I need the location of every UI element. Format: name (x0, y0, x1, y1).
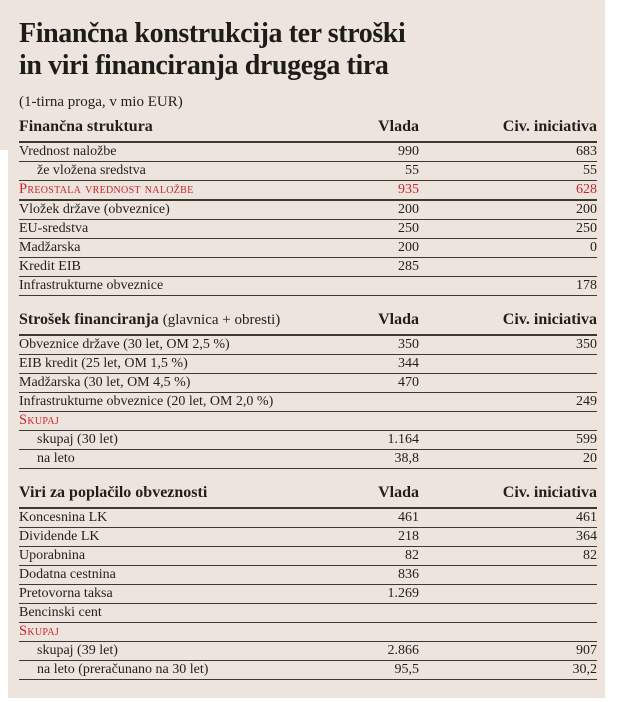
table-row (19, 509, 597, 528)
column-header-civ-iniciativa: Civ. iniciativa (502, 118, 597, 135)
vlada-value: 55 (405, 163, 419, 178)
row-label: Madžarska (19, 240, 81, 255)
table-row (19, 162, 597, 181)
row-label: Preostala vrednost naložbe (19, 181, 194, 197)
table-row (19, 143, 597, 162)
vlada-value: 1.164 (387, 432, 419, 447)
civ-iniciativa-value: 82 (583, 548, 597, 563)
column-header-vlada: Vlada (378, 311, 419, 328)
row-label: skupaj (39 let) (37, 643, 118, 658)
row-label: Pretovorna taksa (19, 586, 113, 601)
row-label: Skupaj (19, 412, 60, 428)
civ-iniciativa-value: 364 (576, 529, 597, 544)
row-label: EIB kredit (25 let, OM 1,5 %) (19, 356, 188, 371)
civ-iniciativa-value: 178 (576, 278, 597, 293)
vlada-value: 470 (398, 375, 419, 390)
column-header-vlada: Vlada (378, 484, 419, 501)
row-label: Bencinski cent (19, 605, 102, 620)
section-title (19, 117, 319, 137)
vlada-value: 350 (398, 337, 419, 352)
civ-iniciativa-value: 55 (583, 163, 597, 178)
vlada-value: 990 (398, 144, 419, 159)
row-label: Infrastrukturne obveznice (20 let, OM 2,0 %) (19, 394, 274, 409)
vlada-value: 82 (405, 548, 419, 563)
table-row (19, 355, 597, 374)
table-row (19, 220, 597, 239)
section-title-text: Viri za poplačilo obveznosti (19, 484, 208, 501)
section-title-text: Strošek financiranja (19, 311, 159, 328)
civ-iniciativa-value: 683 (576, 144, 597, 159)
section-title (19, 310, 319, 330)
civ-iniciativa-value: 599 (576, 432, 597, 447)
page-title (19, 18, 597, 82)
vlada-value: 1.269 (387, 586, 419, 601)
column-header-vlada: Vlada (378, 118, 419, 135)
table-row (19, 431, 597, 450)
row-label: Madžarska (30 let, OM 4,5 %) (19, 375, 191, 390)
row-label: Obveznice države (30 let, OM 2,5 %) (19, 337, 230, 352)
table-row (19, 604, 597, 623)
column-header-civ-iniciativa: Civ. iniciativa (502, 311, 597, 328)
civ-iniciativa-value: 907 (576, 643, 597, 658)
table-section (19, 310, 597, 469)
column-header-civ-iniciativa: Civ. iniciativa (502, 484, 597, 501)
row-label: na leto (preračunano na 30 let) (37, 662, 209, 677)
section-title-text: Finančna struktura (19, 118, 153, 135)
table-row (19, 277, 597, 296)
table-row (19, 258, 597, 277)
row-label: Kredit EIB (19, 259, 81, 274)
page-title-line1: Finančna konstrukcija ter stroški (19, 18, 406, 49)
vlada-value: 836 (398, 567, 419, 582)
vlada-value: 461 (398, 510, 419, 525)
row-label: Dodatna cestnina (19, 567, 116, 582)
page-margin-notch (0, 150, 8, 702)
row-label: Dividende LK (19, 529, 100, 544)
row-label: Koncesnina LK (19, 510, 108, 525)
section-title (19, 483, 319, 503)
table-row (19, 374, 597, 393)
vlada-value: 95,5 (394, 662, 419, 677)
table-section (19, 483, 597, 680)
row-label: Skupaj (19, 623, 60, 639)
table-header-row (19, 117, 597, 143)
civ-iniciativa-value: 250 (576, 221, 597, 236)
row-label: Infrastrukturne obveznice (19, 278, 164, 293)
civ-iniciativa-value: 461 (576, 510, 597, 525)
table-row (19, 393, 597, 412)
civ-iniciativa-value: 200 (576, 202, 597, 217)
row-label: skupaj (30 let) (37, 432, 118, 447)
table-row (19, 585, 597, 604)
row-label: že vložena sredstva (37, 163, 146, 178)
row-label: Vložek države (obveznice) (19, 202, 170, 217)
table-row (19, 547, 597, 566)
row-label: na leto (37, 451, 75, 466)
table-row (19, 239, 597, 258)
row-label: EU-sredstva (19, 221, 89, 236)
table-row (19, 566, 597, 585)
table-row (19, 181, 597, 201)
civ-iniciativa-value: 628 (576, 182, 597, 197)
vlada-value: 200 (398, 202, 419, 217)
table-row (19, 661, 597, 680)
vlada-value: 218 (398, 529, 419, 544)
vlada-value: 285 (398, 259, 419, 274)
unit-note: (1-tirna proga, v mio EUR) (19, 94, 183, 110)
table-row (19, 642, 597, 661)
civ-iniciativa-value: 0 (590, 240, 597, 255)
financial-tables (19, 117, 597, 680)
vlada-value: 344 (398, 356, 419, 371)
table-section (19, 117, 597, 296)
vlada-value: 38,8 (394, 451, 419, 466)
table-row (19, 201, 597, 220)
civ-iniciativa-value: 30,2 (572, 662, 597, 677)
vlada-value: 2.866 (387, 643, 419, 658)
civ-iniciativa-value: 20 (583, 451, 597, 466)
table-row (19, 336, 597, 355)
vlada-value: 935 (398, 182, 419, 197)
table-row (19, 412, 597, 431)
table-row (19, 528, 597, 547)
vlada-value: 200 (398, 240, 419, 255)
page-title-line2: in viri financiranja drugega tira (19, 50, 389, 81)
table-row (19, 623, 597, 642)
row-label: Uporabnina (19, 548, 86, 563)
table-header-row (19, 483, 597, 509)
civ-iniciativa-value: 350 (576, 337, 597, 352)
section-title-note: (glavnica + obresti) (162, 312, 281, 328)
row-label: Vrednost naložbe (19, 144, 117, 159)
civ-iniciativa-value: 249 (576, 394, 597, 409)
vlada-value: 250 (398, 221, 419, 236)
table-row (19, 450, 597, 469)
table-header-row (19, 310, 597, 336)
